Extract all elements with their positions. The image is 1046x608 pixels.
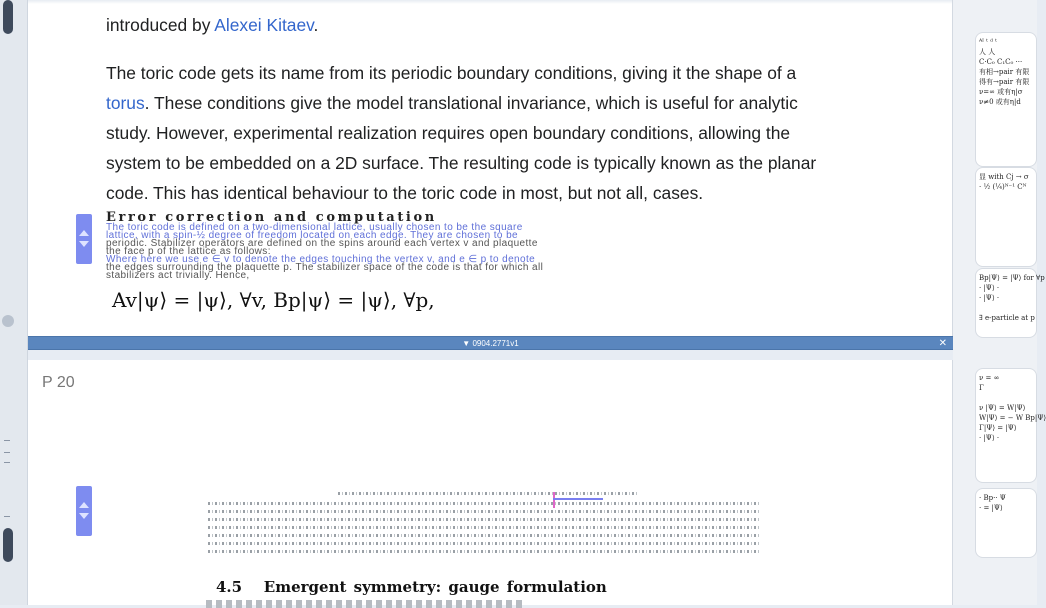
note-line: 得有→pair 有限 xyxy=(979,78,1030,86)
document-divider-bar[interactable] xyxy=(28,336,953,350)
note-line: · = |Ψ⟩ xyxy=(979,504,1003,512)
section-title: Emergent symmetry: gauge formulation xyxy=(263,578,607,596)
note-line: 人 人 xyxy=(979,48,996,56)
note-line: ν≠0 或有η|d xyxy=(979,98,1021,106)
page-label: P 20 xyxy=(42,374,75,391)
rail-tick xyxy=(4,516,10,517)
note-line: ᴬᴵ ᵗ ᵈ ᵗ xyxy=(979,38,997,46)
left-rail xyxy=(0,0,28,605)
snippet-line: Where here we use e ∈ v to denote the edges touching the vertex v, and e ∈ p to denote xyxy=(106,254,536,265)
scan-line xyxy=(208,534,760,537)
handwritten-note-card[interactable] xyxy=(975,32,1037,167)
note-line xyxy=(979,303,1033,313)
handwritten-note-card[interactable] xyxy=(975,368,1046,483)
note-line: 有相→pair 有限 xyxy=(979,68,1030,76)
pink-mark xyxy=(553,492,555,508)
snippet-line: the edges surrounding the plaquette p. The stabilizer space of the code is that for which all xyxy=(106,262,544,273)
pasted-snippet xyxy=(106,210,881,281)
note-line: Γ xyxy=(979,384,984,392)
document-title[interactable]: ▼ 0904.2771v1 xyxy=(462,339,519,348)
note-line: · |Ψ⟩ · xyxy=(979,284,1000,292)
bottom-drag-handle[interactable] xyxy=(3,528,13,562)
cut-line xyxy=(28,0,952,4)
note-line: · ½ (¼)ᴺ⁻¹ Cᴺ xyxy=(979,183,1027,191)
bottom-pane xyxy=(28,360,953,605)
snippet-line: periodic. Stabilizer operators are defined on the spins around each vertex v and plaquette xyxy=(106,238,538,249)
note-line: ν = ∞ xyxy=(979,374,1000,382)
link-torus[interactable]: torus xyxy=(106,93,145,113)
paragraph-toric-code xyxy=(106,58,894,208)
scan-line xyxy=(338,492,638,495)
text-line: code. This has identical behaviour to the toric code in most, but not all, cases. xyxy=(106,183,704,203)
note-line: Bp|Ψ⟩ = |Ψ⟩ for ∀p xyxy=(979,274,1045,282)
snippet-line: stabilizers act trivially. Hence, xyxy=(106,270,250,281)
scan-line xyxy=(208,510,760,513)
text-line: The toric code gets its name from its periodic boundary conditions, giving it the shape of a xyxy=(106,63,797,83)
rail-tick xyxy=(4,462,10,463)
section-number: 4.5 xyxy=(216,578,243,596)
cut-text-line xyxy=(206,600,526,608)
snippet-move-handle[interactable] xyxy=(76,486,92,536)
scanned-text-block xyxy=(208,492,760,562)
text: . These conditions give the model translational invariance, which is useful for analytic xyxy=(144,93,798,113)
scan-line xyxy=(208,518,760,521)
scan-line xyxy=(208,542,760,545)
menu-dot-icon[interactable] xyxy=(2,315,14,327)
note-line: ν |Ψ⟩ = W|Ψ⟩ xyxy=(979,404,1026,412)
link-alexei-kitaev[interactable]: Alexei Kitaev xyxy=(214,15,314,35)
scan-line xyxy=(208,550,760,553)
snippet-line: The toric code is defined on a two-dimensional lattice, usually chosen to be the square xyxy=(106,222,523,233)
blue-mark xyxy=(553,498,603,500)
note-line: W|Ψ⟩ = − W Bp|Ψ⟩ xyxy=(979,414,1046,422)
note-line xyxy=(979,393,1033,403)
scan-line xyxy=(208,526,760,529)
note-line: ∃ e-particle at p xyxy=(979,314,1035,322)
handwritten-note-card[interactable] xyxy=(975,268,1045,338)
paragraph-intro xyxy=(106,10,894,40)
stabilizer-formula: Av|ψ⟩ = |ψ⟩, ∀v, Bp|ψ⟩ = |ψ⟩, ∀p, xyxy=(112,288,435,312)
snippet-move-handle[interactable] xyxy=(76,214,92,264)
note-line: 显 with Cj → σ xyxy=(979,173,1029,181)
handwritten-note-card[interactable] xyxy=(975,167,1037,267)
note-line: Γ|Ψ⟩ = |Ψ⟩ xyxy=(979,424,1017,432)
note-line: ν=∞ 或有η|σ xyxy=(979,88,1023,96)
rail-tick xyxy=(4,452,10,453)
handwritten-note-card[interactable] xyxy=(975,488,1037,558)
note-line: · |Ψ⟩ · xyxy=(979,294,1000,302)
text-line: study. However, experimental realization requires open boundary conditions, allowing the xyxy=(106,123,791,143)
note-line: · |Ψ⟩ · xyxy=(979,434,1000,442)
text: . xyxy=(313,15,319,35)
note-line: · Bp·· Ψ xyxy=(979,494,1006,502)
section-heading xyxy=(216,578,607,596)
snippet-line: the face p of the lattice as follows: xyxy=(106,246,271,257)
snippet-line: lattice, with a spin-½ degree of freedom located on each edge. They are chosen to be xyxy=(106,230,518,241)
top-drag-handle[interactable] xyxy=(3,0,13,34)
note-line: C·C₀ C₁C₀ ··· xyxy=(979,58,1023,66)
scan-line xyxy=(208,502,760,505)
rail-tick xyxy=(4,440,10,441)
text-line: system to be embedded on a 2D surface. The resulting code is typically known as the planar xyxy=(106,153,817,173)
text: introduced by xyxy=(106,15,215,35)
snippet-title: Error correction and computation xyxy=(106,210,437,225)
top-pane xyxy=(28,0,953,338)
close-icon[interactable]: ✕ xyxy=(938,338,947,349)
